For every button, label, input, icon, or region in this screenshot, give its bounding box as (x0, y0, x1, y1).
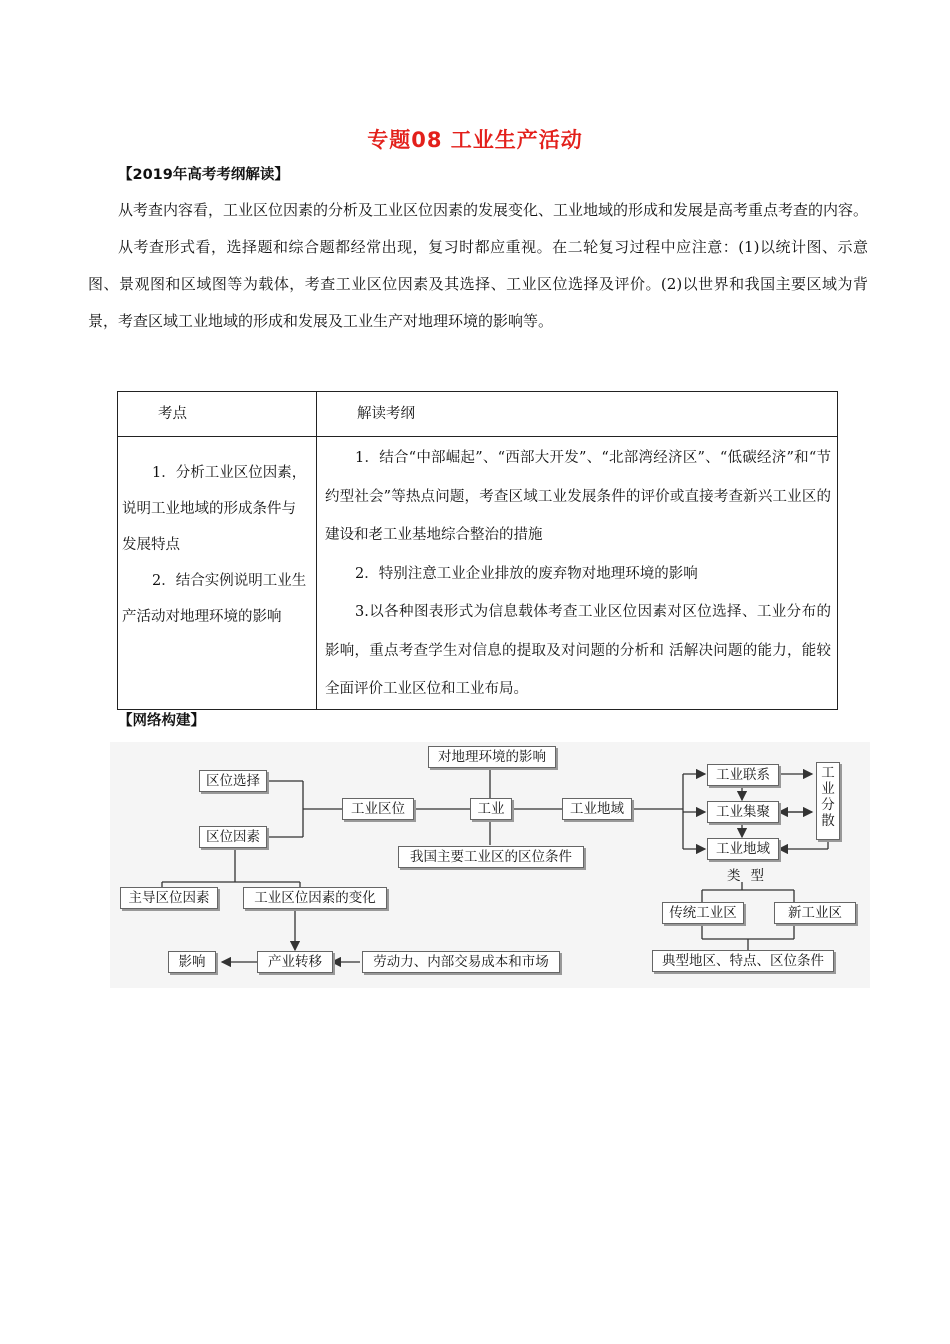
node-typical: 典型地区、特点、区位条件 (652, 950, 834, 972)
intro-paragraph-1: 从考查内容看，工业区位因素的分析及工业区位因素的发展变化、工业地域的形成和发展是高考重点考查的内容。 (118, 201, 869, 219)
page-title: 专题08 工业生产活动 (367, 128, 583, 152)
label-type: 类型 (727, 868, 774, 884)
section-heading-network: 【网络构建】 (118, 713, 205, 729)
node-factor-change: 工业区位因素的变化 (243, 887, 387, 909)
node-industry-transfer: 产业转移 (257, 951, 333, 973)
node-env-impact: 对地理环境的影响 (428, 746, 556, 768)
table-cell-points (118, 437, 317, 710)
table-header-point: 考点 (118, 392, 317, 437)
node-china-regions: 我国主要工业区的区位条件 (398, 846, 584, 868)
node-location-choice: 区位选择 (199, 770, 267, 792)
node-ind-agglomeration: 工业集聚 (707, 801, 779, 823)
intro-paragraph-2: 从考查形式看，选择题和综合题都经常出现，复习时都应重视。在二轮复习过程中应注意：(1)以统计图、示意图、景观图和区域图等为载体，考查工业区位因素及其选择、工业区位选择及评价。(2)以世界和我国主要区域为背景，考查区域工业地域的形成和发展及工业生产对地理环境的影响等。 (88, 238, 868, 330)
node-influence: 影响 (168, 951, 216, 973)
node-ind-dispersion: 工业分散 (816, 762, 840, 840)
node-industrial-location: 工业区位 (342, 798, 414, 820)
outline-item: 2．特别注意工业企业排放的废弃物对地理环境的影响 (355, 565, 698, 582)
node-ind-link: 工业联系 (707, 764, 779, 786)
node-industrial-region: 工业地域 (562, 798, 632, 820)
exam-outline-table (117, 391, 838, 710)
knowledge-network-diagram (110, 742, 870, 988)
node-dominant-factors: 主导区位因素 (120, 887, 218, 909)
outline-item: 3.以各种图表形式为信息载体考查工业区位因素对区位选择、工业分布的影响，重点考查学生对信息的提取及对问题的分析和 活解决问题的能力，能较全面评价工业区位和工业布局。 (325, 604, 831, 697)
node-location-factors: 区位因素 (199, 826, 267, 848)
table-cell-outline (317, 437, 838, 710)
node-new-region: 新工业区 (774, 902, 856, 924)
table-header-outline: 解读考纲 (317, 392, 838, 437)
node-ind-region-2: 工业地域 (707, 838, 779, 860)
node-traditional: 传统工业区 (662, 902, 744, 924)
point-item: 1．分析工业区位因素，说明工业地域的形成条件与发展特点 (122, 465, 307, 553)
point-item: 2．结合实例说明工业生产活动对地理环境的影响 (122, 573, 307, 625)
node-industry: 工业 (470, 798, 512, 820)
intro-text (88, 192, 868, 340)
node-labor-cost-market: 劳动力、内部交易成本和市场 (362, 951, 560, 973)
outline-item: 1．结合“中部崛起”、“西部大开发”、“北部湾经济区”、“低碳经济”和“节约型社会”等热点问题，考查区域工业发展条件的评价或直接考查新兴工业区的建设和老工业基地综合整治的措施 (325, 450, 831, 543)
section-heading-outline: 【2019年高考考纲解读】 (118, 167, 289, 183)
